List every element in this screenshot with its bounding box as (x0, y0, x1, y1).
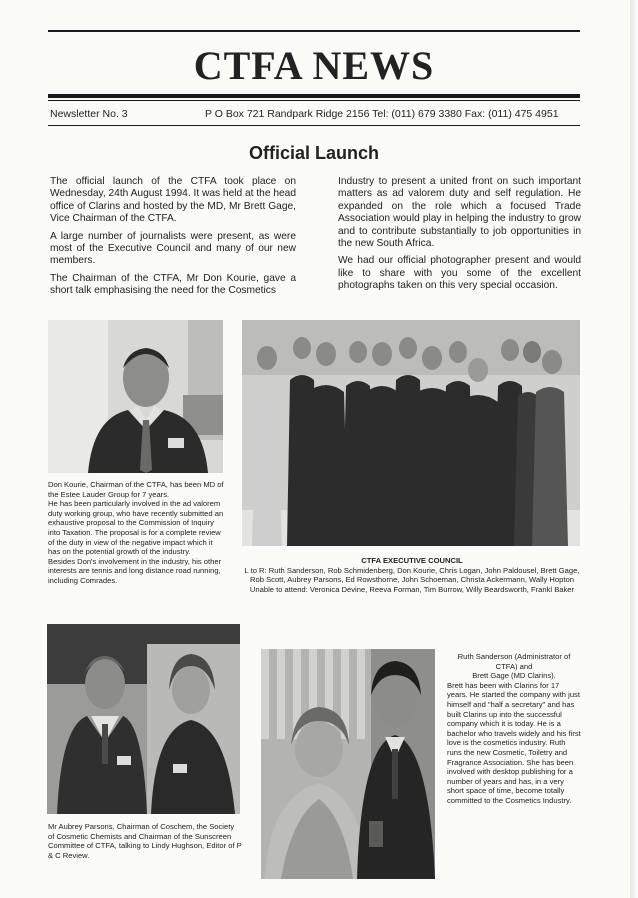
caption-heading: Ruth Sanderson (Administrator of CTFA) and (457, 652, 571, 671)
article-paragraph: We had our official photographer present and would like to share with you some of the excellent photographs taken on this very special occasion. (338, 255, 581, 292)
caption-text: Unable to attend: Veronica Devine, Reeva Forman, Tim Burrow, Willy Beardsworth, Frankl Baker (249, 584, 575, 594)
caption-text: Don Kourie, Chairman of the CTFA, has been MD of the Estee Lauder Group for 7 years. (48, 480, 224, 499)
masthead-title: CTFA NEWS (193, 43, 435, 88)
article-paragraph: The Chairman of the CTFA, Mr Don Kourie, gave a short talk emphasising the need for the Cosmetics (50, 272, 296, 297)
article-paragraph: The official launch of the CTFA took place on Wednesday, 24th August 1994. It was held at the head office of Clarins and hosted by the MD, Mr Brett Gage, Vice Chairman of the CTFA. (50, 176, 296, 225)
caption-heading: Brett Gage (MD Clarins). (472, 671, 556, 681)
page-edge (630, 0, 638, 898)
caption-executive-council (244, 556, 580, 594)
photo-executive-council (242, 320, 580, 546)
caption-don-kourie (48, 480, 226, 586)
infobar-rule (48, 125, 580, 126)
masthead-rule-thick (48, 94, 580, 98)
caption-heading: CTFA EXECUTIVE COUNCIL (361, 556, 463, 565)
caption-ruth-brett (447, 652, 581, 806)
article-column-left (50, 176, 296, 303)
article-title: Official Launch (248, 143, 380, 163)
article-paragraph: Industry to present a united front on such important matters as ad valorem duty and self regulation. He expanded on the role which a focused Trade Association would play in helping the industry to grow and to contribute substantially to job opportunities in the new South Africa. (338, 176, 581, 250)
contact-details: P O Box 721 Randpark Ridge 2156 Tel: (011) 679 3380 Fax: (011) 475 4951 (205, 108, 559, 120)
article-column-right (338, 176, 581, 298)
masthead-rule-thin (48, 100, 580, 101)
photo-don-kourie (48, 320, 223, 473)
caption-text: Brett has been with Clarins for 17 years. He started the company with just himself and "half a secretary" and has built Clarins up into the successful company which it is today. He is a bachelor who travels widely and his first love is the cosmetics industry. Ruth runs the new Cosmetic, Toiletry and Fragrance Association. She has been involved with desktop publishing for a number of years and has, in a very short space of time, become totally committed to the Cosmetics Industry. (447, 680, 581, 805)
caption-aubrey-parsons (48, 822, 242, 860)
caption-text: He has been particularly involved in the ad valorem duty working group, who have recently submitted an exhaustive proposal to the Commission of Inquiry into Taxation. The proposal is for a complete review of the duty in view of the negative impact which it has on the potential growth of the industry. (48, 499, 224, 557)
photo-aubrey-parsons (47, 624, 240, 814)
caption-text: Mr Aubrey Parsons, Chairman of Coschem, the Society of Cosmetic Chemists and Chairman of the Sunscreen Committee of CTFA, talking to Lindy Hughson, Editor of P & C Review. (48, 822, 242, 860)
newsletter-number: Newsletter No. 3 (50, 108, 128, 120)
top-rule (48, 30, 580, 32)
photo-ruth-brett (261, 649, 435, 879)
caption-text: L to R: Ruth Sanderson, Rob Schmidenberg, Don Kourie, Chris Logan, John Paldousel, Brett Gage, Rob Scott, Aubrey Parsons, Ed Rowsthorne, John Schoeman, Christa Ackermann, Wally Hopton (244, 565, 580, 585)
article-paragraph: A large number of journalists were present, as were most of the Executive Council and many of our new members. (50, 230, 296, 267)
caption-text: Besides Don's involvement in the industry, his other interests are tennis and long distance road running, including Comrades. (48, 556, 222, 585)
